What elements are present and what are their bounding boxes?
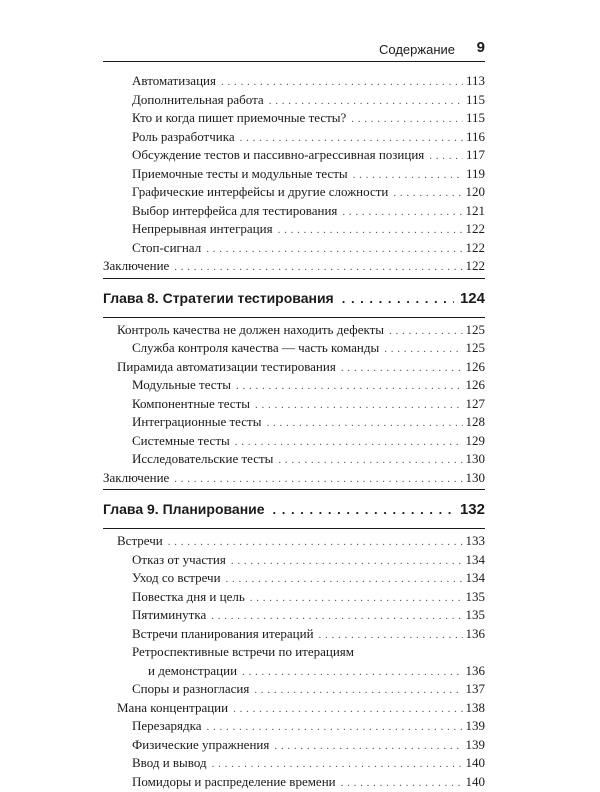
toc-entry-page: 140 bbox=[466, 754, 486, 773]
toc-entry-page: 136 bbox=[466, 625, 486, 644]
toc-entry-page: 137 bbox=[466, 680, 486, 699]
toc-entry-page: 126 bbox=[466, 376, 486, 395]
toc-entry-title: Выбор интерфейса для тестирования bbox=[132, 202, 337, 221]
toc-entry-title: Модульные тесты bbox=[132, 376, 231, 395]
toc-entry-page: 134 bbox=[466, 551, 486, 570]
toc-entry-page: 136 bbox=[466, 662, 486, 681]
toc-entry[interactable] bbox=[103, 754, 485, 773]
toc-entry-title: Служба контроля качества — часть команды bbox=[132, 339, 379, 358]
toc-entry-title: Компонентные тесты bbox=[132, 395, 250, 414]
toc-group-chapter7-tail bbox=[103, 72, 485, 276]
toc-entry-page: 115 bbox=[466, 91, 485, 110]
dot-leader bbox=[353, 165, 463, 185]
dot-leader bbox=[174, 257, 462, 277]
dot-leader bbox=[351, 109, 463, 129]
toc-entry-title: Физические упражнения bbox=[132, 736, 269, 755]
dot-leader bbox=[226, 569, 463, 589]
chapter-title: Глава 8. Стратегии тестирования bbox=[103, 279, 334, 317]
toc-entry[interactable] bbox=[103, 662, 485, 681]
toc-entry-page: 125 bbox=[466, 321, 486, 340]
dot-leader bbox=[174, 469, 462, 489]
dot-leader bbox=[389, 321, 462, 341]
chapter-page: 132 bbox=[460, 491, 485, 529]
toc-entry[interactable] bbox=[103, 432, 485, 451]
running-header bbox=[103, 37, 485, 62]
dot-leader bbox=[384, 339, 462, 359]
toc-entry[interactable] bbox=[103, 109, 485, 128]
dot-leader bbox=[341, 773, 463, 792]
toc-entry-title: Ввод и вывод bbox=[132, 754, 207, 773]
dot-leader bbox=[168, 532, 463, 552]
toc-entry[interactable] bbox=[103, 588, 485, 607]
toc-entry-page: 127 bbox=[466, 395, 486, 414]
dot-leader bbox=[250, 588, 463, 608]
chapter-page: 124 bbox=[460, 280, 485, 318]
toc-entry[interactable] bbox=[103, 376, 485, 395]
toc-entry-page: 135 bbox=[466, 588, 486, 607]
toc-entry-page: 133 bbox=[466, 532, 486, 551]
toc-entry[interactable] bbox=[103, 773, 485, 792]
dot-leader bbox=[233, 699, 462, 719]
toc-entry-title: Встречи планирования итераций bbox=[132, 625, 314, 644]
dot-leader bbox=[266, 413, 462, 433]
dot-leader bbox=[274, 736, 462, 756]
toc-entry-title: Обсуждение тестов и пассивно-агрессивная позиция bbox=[132, 146, 424, 165]
dot-leader bbox=[429, 146, 463, 166]
page-number: 9 bbox=[477, 39, 485, 56]
toc-entry-page: 122 bbox=[466, 239, 486, 258]
chapter-heading-8[interactable] bbox=[103, 278, 485, 318]
dot-leader bbox=[393, 183, 462, 203]
toc-entry-page: 130 bbox=[466, 469, 486, 488]
toc-entry-page: 139 bbox=[466, 717, 486, 736]
toc-entry-title: Кто и когда пишет приемочные тесты? bbox=[132, 109, 346, 128]
toc-entry[interactable] bbox=[103, 643, 485, 662]
toc-entry-page: 121 bbox=[466, 202, 486, 221]
dot-leader bbox=[235, 432, 463, 452]
dot-leader bbox=[206, 239, 462, 259]
toc-entry-page: 125 bbox=[466, 339, 486, 358]
toc-entry-page: 129 bbox=[466, 432, 486, 451]
toc-entry-title: Повестка дня и цель bbox=[132, 588, 245, 607]
toc-entry-title: Перезарядка bbox=[132, 717, 201, 736]
dot-leader bbox=[278, 450, 462, 470]
dot-leader bbox=[342, 279, 454, 318]
dot-leader bbox=[211, 606, 462, 626]
toc-entry-title: и демонстрации bbox=[148, 662, 237, 681]
toc-entry[interactable] bbox=[103, 450, 485, 469]
toc-entry-page: 122 bbox=[466, 257, 486, 276]
toc-entry[interactable] bbox=[103, 395, 485, 414]
toc-entry[interactable] bbox=[103, 321, 485, 340]
toc-entry[interactable] bbox=[103, 625, 485, 644]
toc-entry[interactable] bbox=[103, 257, 485, 276]
toc-entry-page: 120 bbox=[466, 183, 486, 202]
toc-entry-title: Дополнительная работа bbox=[132, 91, 264, 110]
dot-leader bbox=[341, 358, 463, 378]
toc-entry-title: Стоп-сигнал bbox=[132, 239, 201, 258]
toc-entry-page: 115 bbox=[466, 109, 485, 128]
table-of-contents bbox=[103, 72, 485, 791]
dot-leader bbox=[254, 680, 462, 700]
dot-leader bbox=[242, 662, 462, 682]
toc-entry-title: Контроль качества не должен находить дефекты bbox=[117, 321, 384, 340]
toc-entry[interactable] bbox=[103, 551, 485, 570]
toc-entry-title: Исследовательские тесты bbox=[132, 450, 273, 469]
dot-leader bbox=[278, 220, 463, 240]
toc-entry[interactable] bbox=[103, 413, 485, 432]
dot-leader bbox=[231, 551, 463, 571]
dot-leader bbox=[240, 128, 463, 148]
toc-entry[interactable] bbox=[103, 339, 485, 358]
toc-entry[interactable] bbox=[103, 569, 485, 588]
toc-entry-title: Уход со встречи bbox=[132, 569, 221, 588]
toc-entry-title: Системные тесты bbox=[132, 432, 230, 451]
toc-entry-page: 138 bbox=[466, 699, 486, 718]
dot-leader bbox=[319, 625, 463, 645]
toc-entry-page: 117 bbox=[466, 146, 485, 165]
toc-entry[interactable] bbox=[103, 146, 485, 165]
toc-entry-title: Отказ от участия bbox=[132, 551, 226, 570]
toc-entry-title: Мана концентрации bbox=[117, 699, 228, 718]
toc-entry[interactable] bbox=[103, 680, 485, 699]
toc-entry-title: Пятиминутка bbox=[132, 606, 206, 625]
toc-entry[interactable] bbox=[103, 220, 485, 239]
toc-group-chapter8 bbox=[103, 321, 485, 488]
dot-leader bbox=[269, 91, 463, 111]
toc-entry-title: Роль разработчика bbox=[132, 128, 235, 147]
toc-entry-page: 122 bbox=[466, 220, 486, 239]
toc-entry[interactable] bbox=[103, 469, 485, 488]
dot-leader bbox=[221, 72, 463, 92]
toc-entry-title: Ретроспективные встречи по итерациям bbox=[132, 643, 354, 662]
toc-entry[interactable] bbox=[103, 91, 485, 110]
chapter-heading-9[interactable] bbox=[103, 489, 485, 529]
toc-entry-title: Заключение bbox=[103, 257, 169, 276]
toc-group-chapter9 bbox=[103, 532, 485, 791]
toc-entry-page: 139 bbox=[466, 736, 486, 755]
toc-entry[interactable] bbox=[103, 532, 485, 551]
toc-entry-title: Приемочные тесты и модульные тесты bbox=[132, 165, 348, 184]
toc-entry[interactable] bbox=[103, 165, 485, 184]
dot-leader bbox=[273, 490, 454, 529]
toc-entry-title: Встречи bbox=[117, 532, 163, 551]
toc-entry-page: 135 bbox=[466, 606, 486, 625]
dot-leader bbox=[212, 754, 463, 774]
toc-entry-page: 116 bbox=[466, 128, 485, 147]
dot-leader bbox=[342, 202, 462, 222]
toc-entry-title: Помидоры и распределение времени bbox=[132, 773, 336, 792]
toc-entry-page: 134 bbox=[466, 569, 486, 588]
toc-entry-title: Интеграционные тесты bbox=[132, 413, 261, 432]
toc-entry-page: 113 bbox=[466, 72, 485, 91]
dot-leader bbox=[206, 717, 462, 737]
toc-entry-page: 140 bbox=[466, 773, 486, 792]
toc-entry-page: 126 bbox=[466, 358, 486, 377]
toc-entry[interactable] bbox=[103, 128, 485, 147]
toc-entry[interactable] bbox=[103, 239, 485, 258]
toc-entry[interactable] bbox=[103, 202, 485, 221]
toc-entry-title: Непрерывная интеграция bbox=[132, 220, 273, 239]
dot-leader bbox=[236, 376, 463, 396]
dot-leader bbox=[255, 395, 463, 415]
chapter-title: Глава 9. Планирование bbox=[103, 490, 265, 528]
toc-entry-title: Заключение bbox=[103, 469, 169, 488]
toc-entry[interactable] bbox=[103, 736, 485, 755]
toc-entry-title: Автоматизация bbox=[132, 72, 216, 91]
toc-entry-page: 128 bbox=[466, 413, 486, 432]
toc-entry-title: Пирамида автоматизации тестирования bbox=[117, 358, 336, 377]
toc-entry[interactable] bbox=[103, 358, 485, 377]
toc-entry-title: Графические интерфейсы и другие сложности bbox=[132, 183, 388, 202]
toc-entry-page: 130 bbox=[466, 450, 486, 469]
toc-entry[interactable] bbox=[103, 699, 485, 718]
running-header-section: Содержание bbox=[379, 42, 455, 57]
toc-entry[interactable] bbox=[103, 717, 485, 736]
toc-entry[interactable] bbox=[103, 183, 485, 202]
toc-entry-page: 119 bbox=[466, 165, 485, 184]
toc-entry-title: Споры и разногласия bbox=[132, 680, 249, 699]
toc-entry[interactable] bbox=[103, 72, 485, 91]
toc-entry[interactable] bbox=[103, 606, 485, 625]
